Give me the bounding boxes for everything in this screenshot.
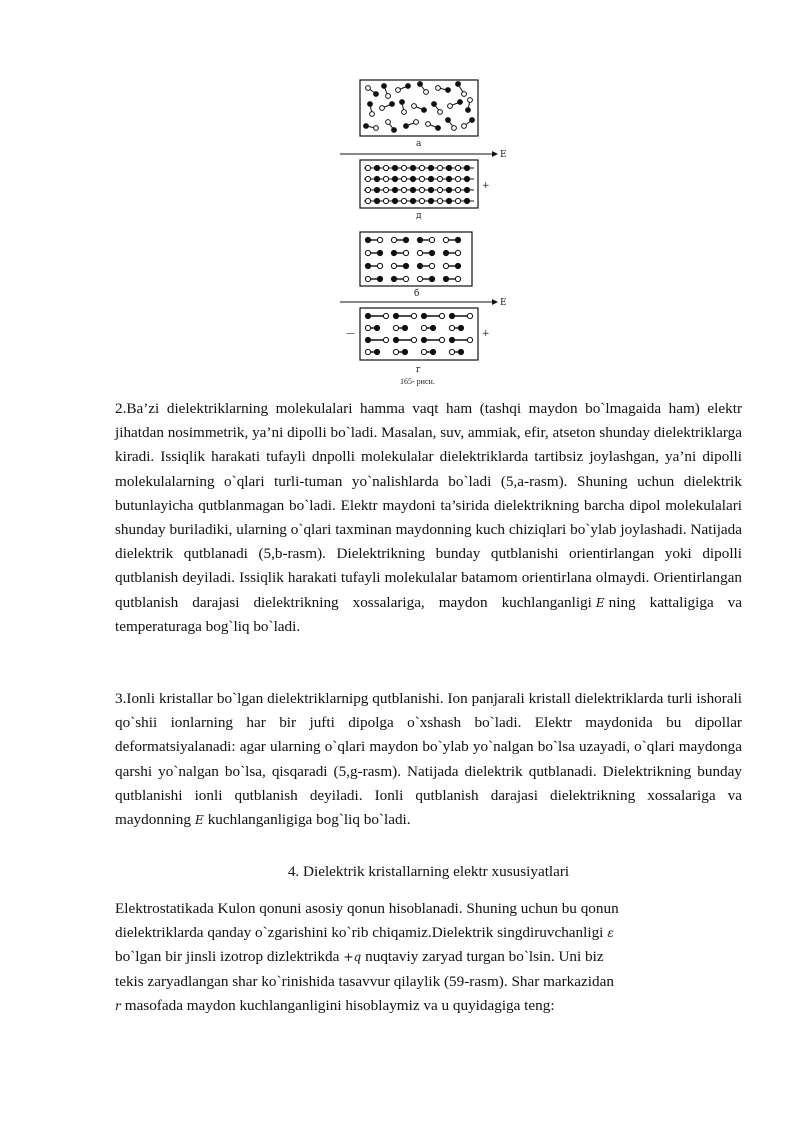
dipole-end bbox=[392, 165, 397, 170]
field-symbol-e-2: E bbox=[194, 813, 204, 828]
ion bbox=[365, 250, 370, 255]
p4-line-5: r masofada maydon kuchlanganligini hisoblaymiz va u quyidagiga teng: bbox=[115, 996, 555, 1014]
ion bbox=[455, 276, 460, 281]
dipole-end bbox=[374, 187, 379, 192]
ion bbox=[429, 263, 434, 268]
panel-g-deformed-lattice bbox=[346, 308, 490, 375]
ion bbox=[377, 276, 382, 281]
paragraph-3-end: kuchlanganligiga bog`liq bo`ladi. bbox=[207, 811, 411, 829]
field-symbol-e: E bbox=[595, 595, 605, 610]
paragraph-2-text: 2.Ba’zi dielektriklarning molekulalari hamma vaqt ham (tashqi maydon bo`lmagaida ham) elektr jihatdan nosimmetrik, ya’ni dipolli bo`ladi. Masalan, suv, ammiak, efir, atseton shunday dielektriklarga kiradi. Issiqlik harakati tufayli dnpolli molekulalar dielektriklarda tartibsiz joylashgan, ya’ni dipolli molekulalarning o`qlari turli-tuman yo`nalishlarda bo`ladi (5,a-rasm). Shuning uchun dielektrik butunlayicha qutblanmagan bo`ladi. Elektr maydoni ta’sirida dielektrikning barcha dipol molekulalari shunday buriladiki, ularning o`qlari taxminan maydonning kuch chiziqlari bo`ylab joylashadi. Natijada dielektrik qutblanadi (5,b-rasm). Dielektrikning bunday qutblanishi orientirlangan yoki dipolli qutblanish deyiladi. Issiqlik harakati tufayli molekulalar batamom orientirlana olmaydi. Orientirlangan qutblanish darajasi dielektrikning xossalariga, maydon kuchlanganligi bbox=[115, 400, 742, 611]
ion bbox=[455, 263, 460, 268]
p4-line-2: dielektriklarda qanday o`zgarishini ko`rib chiqamiz.Dielektrik singdiruvchanligi ε bbox=[115, 921, 755, 945]
dipole-end bbox=[437, 176, 442, 181]
ion bbox=[421, 325, 426, 330]
dipole-end bbox=[410, 198, 415, 203]
ion bbox=[430, 349, 435, 354]
dipole-end bbox=[464, 198, 469, 203]
ion bbox=[393, 337, 398, 342]
dipole-end bbox=[428, 187, 433, 192]
ion bbox=[391, 250, 396, 255]
ion bbox=[393, 313, 398, 318]
ion bbox=[403, 237, 408, 242]
panel-d-plus: + bbox=[482, 181, 490, 191]
ion bbox=[443, 263, 448, 268]
dipole-end bbox=[383, 176, 388, 181]
dipole-end bbox=[374, 176, 379, 181]
panel-g-label: г bbox=[416, 365, 421, 375]
ion bbox=[443, 237, 448, 242]
ion bbox=[458, 349, 463, 354]
dipole-end bbox=[428, 198, 433, 203]
ion bbox=[449, 325, 454, 330]
dipole-end bbox=[419, 165, 424, 170]
dipole-end bbox=[446, 187, 451, 192]
dipole-end bbox=[392, 176, 397, 181]
panel-b-ionic-lattice bbox=[360, 232, 472, 299]
ion bbox=[393, 349, 398, 354]
dipole-end bbox=[401, 187, 406, 192]
ion bbox=[449, 313, 454, 318]
ion bbox=[467, 313, 472, 318]
p4-line-1: Elektrostatikada Kulon qonuni asosiy qonun hisoblanadi. Shuning uchun bu qonun bbox=[115, 900, 619, 917]
dipole-end bbox=[401, 176, 406, 181]
dipole-end bbox=[365, 198, 370, 203]
panel-a-random-dipoles bbox=[360, 80, 478, 149]
paragraph-coulomb bbox=[115, 897, 755, 1018]
dipole-end bbox=[392, 198, 397, 203]
dipole-end bbox=[419, 198, 424, 203]
ion bbox=[455, 237, 460, 242]
dipole-end bbox=[419, 176, 424, 181]
ion bbox=[391, 276, 396, 281]
ion bbox=[429, 237, 434, 242]
radius-symbol: r bbox=[115, 998, 121, 1013]
paragraph-3-text: 3.Ionli kristallar bo`lgan dielektriklarnipg qutblanishi. Ion panjarali kristall dielektriklarda turli ishorali qo`shii ionlarning har bir jufti dipolga o`xshash bo`ladi. Elektr maydonida bu dipollar deformatsiyalanadi: agar ularning o`qlari maydon bo`ylab yo`nalgan bo`lsa uzayadi, o`qlari maydonga qarshi yo`nalgan bo`lsa, qisqaradi (5,g-rasm). Natijada dielektrik qutblanadi. Dielektrikning bunday qutblanishi ionli qutblanish deyiladi. Ionli qutblanish darajasi dielektrikning xossalariga va maydonning bbox=[115, 690, 742, 829]
panel-d-dots bbox=[365, 165, 469, 203]
paragraph-dipole-polarization bbox=[115, 397, 742, 639]
ion bbox=[443, 250, 448, 255]
dipole-end bbox=[383, 165, 388, 170]
p4-line-3: bo`lgan bir jinsli izotrop dizlektrikda +q nuqtaviy zaryad turgan bo`lsin. Uni biz bbox=[115, 948, 604, 966]
ion bbox=[429, 276, 434, 281]
ion bbox=[411, 337, 416, 342]
dipole-end bbox=[410, 165, 415, 170]
dipole-end bbox=[410, 187, 415, 192]
dipole-end bbox=[437, 198, 442, 203]
dipole-end bbox=[392, 187, 397, 192]
ion bbox=[443, 276, 448, 281]
dipole-end bbox=[446, 165, 451, 170]
ion bbox=[458, 325, 463, 330]
dipole-end bbox=[374, 165, 379, 170]
ion bbox=[391, 263, 396, 268]
ion bbox=[391, 237, 396, 242]
dipole-end bbox=[365, 165, 370, 170]
polarization-figure bbox=[330, 70, 520, 390]
ion bbox=[411, 313, 416, 318]
ion bbox=[417, 276, 422, 281]
ion bbox=[421, 313, 426, 318]
dipole-end bbox=[446, 176, 451, 181]
panel-a-label: а bbox=[416, 139, 422, 149]
ion bbox=[402, 349, 407, 354]
dipole-end bbox=[437, 165, 442, 170]
dipole-end bbox=[464, 176, 469, 181]
ion bbox=[365, 337, 370, 342]
dipole-end bbox=[446, 198, 451, 203]
ion bbox=[403, 276, 408, 281]
ion bbox=[417, 237, 422, 242]
polarization-diagram bbox=[330, 70, 520, 390]
dipole-end bbox=[455, 165, 460, 170]
panel-g-minus: — bbox=[346, 329, 355, 339]
panel-g-plus: + bbox=[482, 329, 490, 339]
panel-d-aligned-dipoles bbox=[360, 160, 490, 221]
ion bbox=[383, 337, 388, 342]
epsilon-symbol: ε bbox=[607, 926, 614, 941]
dipole-end bbox=[383, 187, 388, 192]
dipole-end bbox=[365, 187, 370, 192]
dipole-end bbox=[365, 176, 370, 181]
ion bbox=[449, 349, 454, 354]
ion bbox=[439, 337, 444, 342]
ion bbox=[365, 313, 370, 318]
panel-g-ions bbox=[365, 313, 472, 354]
ion bbox=[449, 337, 454, 342]
ion bbox=[377, 250, 382, 255]
figure-caption: 165- рисн. bbox=[400, 377, 435, 386]
paragraph-2-end: ning kattaligiga va temperaturaga bog`liq bo`ladi. bbox=[115, 593, 742, 635]
section-heading: 4. Dielektrik kristallarning elektr xususiyatlari bbox=[287, 863, 570, 880]
field-arrow-bottom bbox=[340, 298, 507, 308]
dipole-end bbox=[455, 198, 460, 203]
ion bbox=[439, 313, 444, 318]
dipole-end bbox=[383, 198, 388, 203]
dipole-end bbox=[374, 198, 379, 203]
ion bbox=[383, 313, 388, 318]
dipole-end bbox=[455, 176, 460, 181]
dipole-end bbox=[455, 187, 460, 192]
ion bbox=[429, 250, 434, 255]
dipole-end bbox=[401, 198, 406, 203]
ion bbox=[365, 237, 370, 242]
ion bbox=[421, 337, 426, 342]
ion bbox=[393, 325, 398, 330]
panel-d-label: д bbox=[416, 211, 422, 221]
ion bbox=[365, 276, 370, 281]
ion bbox=[365, 263, 370, 268]
dipole-end bbox=[464, 187, 469, 192]
field-label-top: E bbox=[500, 150, 507, 160]
ion bbox=[374, 325, 379, 330]
ion bbox=[455, 250, 460, 255]
p4-line-4: tekis zaryadlangan shar ko`rinishida tasavvur qilaylik (59-rasm). Shar markazidan bbox=[115, 972, 614, 990]
ion bbox=[467, 337, 472, 342]
ion bbox=[403, 250, 408, 255]
paragraph-ionic-polarization bbox=[115, 687, 742, 832]
dipole-end bbox=[428, 165, 433, 170]
dipole-end bbox=[419, 187, 424, 192]
panel-b-label: б bbox=[414, 289, 420, 299]
ion bbox=[417, 250, 422, 255]
panel-b-ions bbox=[365, 237, 460, 281]
dipole-end bbox=[464, 165, 469, 170]
ion bbox=[403, 263, 408, 268]
ion bbox=[374, 349, 379, 354]
dipole-end bbox=[437, 187, 442, 192]
dipole-end bbox=[401, 165, 406, 170]
dipole-end bbox=[410, 176, 415, 181]
dipole-end bbox=[428, 176, 433, 181]
field-arrow-top bbox=[340, 150, 507, 160]
ion bbox=[377, 237, 382, 242]
ion bbox=[430, 325, 435, 330]
ion bbox=[365, 349, 370, 354]
ion bbox=[365, 325, 370, 330]
ion bbox=[417, 263, 422, 268]
ion bbox=[421, 349, 426, 354]
ion bbox=[402, 325, 407, 330]
field-label-bottom: E bbox=[500, 298, 507, 308]
ion bbox=[377, 263, 382, 268]
charge-symbol: +q bbox=[343, 950, 362, 965]
